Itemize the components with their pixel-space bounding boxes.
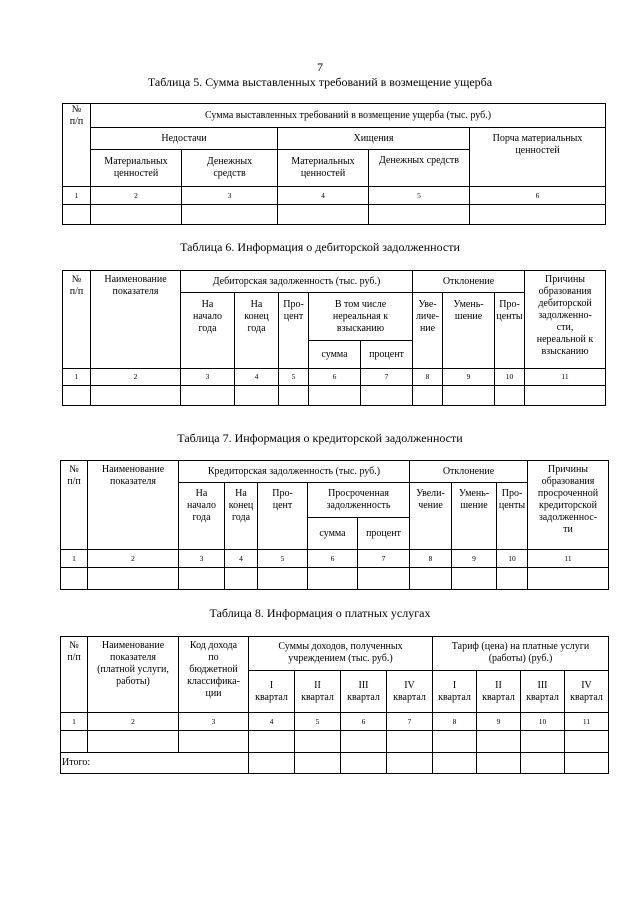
t6-h-pcts: Про- центы — [495, 293, 525, 369]
t6-num-cell: 8 — [413, 369, 443, 386]
t6-h-reason: Причины образования дебиторской задолженно- сти, нереальной к взысканию — [525, 271, 606, 369]
t8-num-cell: 8 — [433, 713, 477, 731]
t8-h-quarter: III квартал — [521, 671, 565, 713]
t6-num-cell: 1 — [63, 369, 91, 386]
t8-empty-cell[interactable] — [249, 731, 295, 753]
t8-empty-cell[interactable] — [387, 731, 433, 753]
table-row — [61, 731, 609, 753]
t7-empty-cell[interactable] — [179, 568, 225, 590]
t8-empty-cell[interactable] — [565, 731, 609, 753]
t8-h-name: Наименование показателя (платной услуги, работы) — [88, 637, 179, 713]
t6-num-cell: 7 — [361, 369, 413, 386]
t8-num-cell: 10 — [521, 713, 565, 731]
t7-h-inc: Увели- чение — [410, 483, 452, 550]
t7-empty-cell[interactable] — [410, 568, 452, 590]
t5-h-num: № п/п — [63, 104, 91, 187]
t7-h-sum: сумма — [308, 518, 358, 550]
t6-empty-cell[interactable] — [495, 386, 525, 406]
t8-num-cell: 11 — [565, 713, 609, 731]
t7-h-dev: Отклонение — [410, 461, 528, 483]
t8-num-cell: 5 — [295, 713, 341, 731]
t7-num-cell: 5 — [258, 550, 308, 568]
t6-h-percent: процент — [361, 341, 413, 369]
t8-h-quarter: IV квартал — [387, 671, 433, 713]
t8-h-tariff: Тариф (цена) на платные услуги (работы) (руб.) — [433, 637, 609, 671]
t8-h-income: Суммы доходов, полученных учреждением (тыс. руб.) — [249, 637, 433, 671]
t8-empty-cell[interactable] — [341, 731, 387, 753]
t7-num-cell: 11 — [528, 550, 609, 568]
t7-num-cell: 2 — [88, 550, 179, 568]
t8-total-label: Итого: — [61, 753, 249, 774]
t5-empty-cell[interactable] — [278, 205, 369, 225]
t5-num-cell: 4 — [278, 187, 369, 205]
t6-empty-cell[interactable] — [309, 386, 361, 406]
t8-empty-cell[interactable] — [88, 731, 179, 753]
t8-empty-cell[interactable] — [61, 731, 88, 753]
t8-num-cell: 2 — [88, 713, 179, 731]
t7-empty-cell[interactable] — [452, 568, 497, 590]
t7-h-end: На конец года — [225, 483, 258, 550]
t7-h-dec: Умень- шение — [452, 483, 497, 550]
t7-h-name: Наименование показателя — [88, 461, 179, 550]
t6-h-dec: Умень- шение — [443, 293, 495, 369]
table8-title: Таблица 8. Информация о платных услугах — [209, 606, 431, 620]
t8-empty-cell[interactable] — [387, 753, 433, 774]
t7-num-cell: 8 — [410, 550, 452, 568]
t8-h-code: Код дохода по бюджетной классифика- ции — [179, 637, 249, 713]
table-row — [63, 386, 606, 406]
t6-h-sum: сумма — [309, 341, 361, 369]
t8-empty-cell[interactable] — [295, 731, 341, 753]
t7-h-reason: Причины образования просроченной кредиторской задолженнос- ти — [528, 461, 609, 550]
t5-h-damage: Порча материальных ценностей — [470, 128, 606, 187]
t8-num-cell: 6 — [341, 713, 387, 731]
t5-empty-cell[interactable] — [369, 205, 470, 225]
t5-h-mat1: Материальных ценностей — [91, 150, 182, 187]
t8-num-cell: 9 — [477, 713, 521, 731]
t8-empty-cell[interactable] — [249, 753, 295, 774]
t6-empty-cell[interactable] — [525, 386, 606, 406]
t5-num-cell: 2 — [91, 187, 182, 205]
t7-h-debt: Кредиторская задолженность (тыс. руб.) — [179, 461, 410, 483]
t7-empty-cell[interactable] — [497, 568, 528, 590]
t5-num-cell: 5 — [369, 187, 470, 205]
t6-num-cell: 6 — [309, 369, 361, 386]
t7-num-cell: 10 — [497, 550, 528, 568]
table-row — [63, 205, 606, 225]
table-row-total — [61, 753, 609, 774]
t7-empty-cell[interactable] — [358, 568, 410, 590]
t8-num-cell: 4 — [249, 713, 295, 731]
t6-h-incl: В том числе нереальная к взысканию — [309, 293, 413, 341]
t8-h-quarter: II квартал — [295, 671, 341, 713]
table5 — [62, 103, 606, 225]
t7-num-cell: 1 — [61, 550, 88, 568]
t5-empty-cell[interactable] — [470, 205, 606, 225]
table7 — [60, 460, 609, 590]
t8-num-cell: 7 — [387, 713, 433, 731]
t7-num-cell: 3 — [179, 550, 225, 568]
t8-h-quarter: II квартал — [477, 671, 521, 713]
t6-h-inc: Уве- личе- ние — [413, 293, 443, 369]
t8-h-num: № п/п — [61, 637, 88, 713]
t6-h-debt: Дебиторская задолженность (тыс. руб.) — [181, 271, 413, 293]
table8 — [60, 636, 609, 774]
t6-h-pct: Про- цент — [279, 293, 309, 369]
t7-empty-cell[interactable] — [61, 568, 88, 590]
t7-empty-cell[interactable] — [308, 568, 358, 590]
t6-h-name: Наименование показателя — [91, 271, 181, 369]
t8-num-cell: 1 — [61, 713, 88, 731]
t8-empty-cell[interactable] — [521, 753, 565, 774]
t6-h-end: На конец года — [235, 293, 279, 369]
t6-empty-cell[interactable] — [235, 386, 279, 406]
t6-num-cell: 3 — [181, 369, 235, 386]
t6-num-cell: 4 — [235, 369, 279, 386]
t7-h-pcts: Про- центы — [497, 483, 528, 550]
t5-h-money1: Денежных средств — [182, 150, 278, 187]
t8-empty-cell[interactable] — [521, 731, 565, 753]
t7-h-pct: Про- цент — [258, 483, 308, 550]
t6-num-cell: 10 — [495, 369, 525, 386]
t6-num-cell: 5 — [279, 369, 309, 386]
table6-title: Таблица 6. Информация о дебиторской задолженности — [180, 240, 460, 254]
t6-empty-cell[interactable] — [181, 386, 235, 406]
t7-num-cell: 6 — [308, 550, 358, 568]
t5-empty-cell[interactable] — [91, 205, 182, 225]
t6-empty-cell[interactable] — [443, 386, 495, 406]
t6-num-cell: 11 — [525, 369, 606, 386]
t8-h-quarter: III квартал — [341, 671, 387, 713]
t8-h-quarter: IV квартал — [565, 671, 609, 713]
t5-h-theft: Хищения — [278, 128, 470, 150]
t5-h-sum: Сумма выставленных требований в возмещение ущерба (тыс. руб.) — [91, 104, 606, 128]
t7-h-start: На начало года — [179, 483, 225, 550]
t6-empty-cell[interactable] — [91, 386, 181, 406]
t6-num-cell: 2 — [91, 369, 181, 386]
t6-empty-cell[interactable] — [279, 386, 309, 406]
t5-h-mat2: Материальных ценностей — [278, 150, 369, 187]
t8-num-cell: 3 — [179, 713, 249, 731]
t5-h-money2: Денежных средств — [369, 150, 470, 187]
t8-empty-cell[interactable] — [341, 753, 387, 774]
t5-num-cell: 6 — [470, 187, 606, 205]
t7-num-cell: 7 — [358, 550, 410, 568]
page-number: 7 — [317, 60, 323, 74]
t7-h-overdue: Просроченная задолженность — [308, 483, 410, 518]
t7-empty-cell[interactable] — [225, 568, 258, 590]
t8-empty-cell[interactable] — [433, 753, 477, 774]
t8-empty-cell[interactable] — [295, 753, 341, 774]
t6-empty-cell[interactable] — [361, 386, 413, 406]
table6 — [62, 270, 606, 406]
t6-h-start: На начало года — [181, 293, 235, 369]
table5-title: Таблица 5. Сумма выставленных требований в возмещение ущерба — [147, 75, 493, 89]
t8-empty-cell[interactable] — [477, 753, 521, 774]
t5-h-shortage: Недостачи — [91, 128, 278, 150]
table-row — [61, 568, 609, 590]
t5-empty-cell[interactable] — [63, 205, 91, 225]
t5-num-cell: 3 — [182, 187, 278, 205]
t7-empty-cell[interactable] — [88, 568, 179, 590]
t7-num-cell: 9 — [452, 550, 497, 568]
t6-num-cell: 9 — [443, 369, 495, 386]
t6-empty-cell[interactable] — [413, 386, 443, 406]
t6-empty-cell[interactable] — [63, 386, 91, 406]
t5-empty-cell[interactable] — [182, 205, 278, 225]
t8-empty-cell[interactable] — [477, 731, 521, 753]
t8-h-quarter: I квартал — [433, 671, 477, 713]
table7-title: Таблица 7. Информация о кредиторской задолженности — [177, 431, 463, 445]
t7-empty-cell[interactable] — [258, 568, 308, 590]
t6-h-dev: Отклонение — [413, 271, 525, 293]
t8-h-quarter: I квартал — [249, 671, 295, 713]
t8-empty-cell[interactable] — [565, 753, 609, 774]
t7-h-num: № п/п — [61, 461, 88, 550]
t7-empty-cell[interactable] — [528, 568, 609, 590]
t7-h-percent: процент — [358, 518, 410, 550]
t5-num-cell: 1 — [63, 187, 91, 205]
t7-num-cell: 4 — [225, 550, 258, 568]
t6-h-num: № п/п — [63, 271, 91, 369]
t8-empty-cell[interactable] — [179, 731, 249, 753]
t8-empty-cell[interactable] — [433, 731, 477, 753]
